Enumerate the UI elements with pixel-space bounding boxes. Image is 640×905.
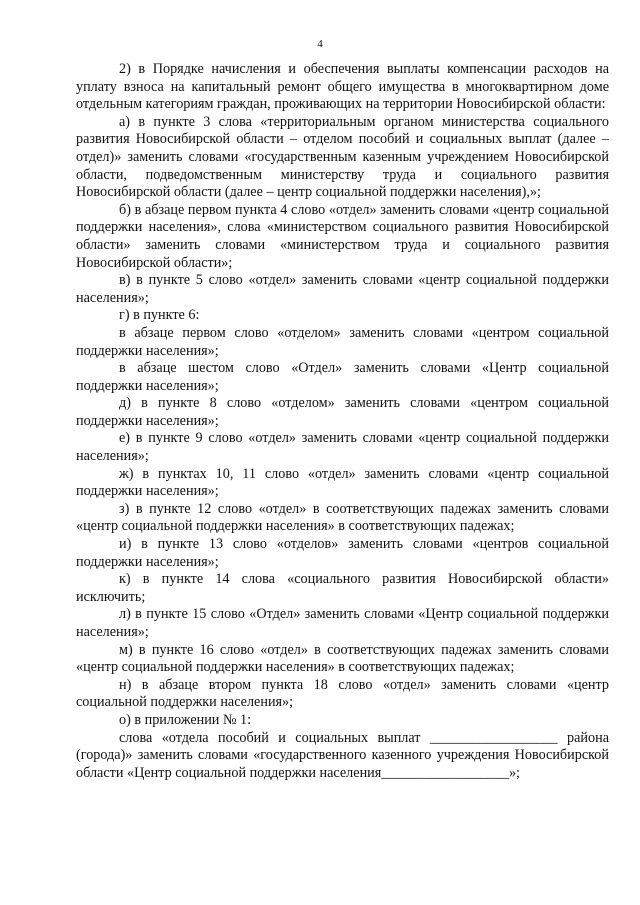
paragraph-item-v: в) в пункте 5 слово «отдел» заменить словами «центр социальной поддержки населения»; bbox=[76, 272, 609, 306]
paragraph-item-m: м) в пункте 16 слово «отдел» в соответствующих падежах заменить словами «центр социальной поддержки населения» в соответствующих падежах; bbox=[76, 641, 609, 676]
paragraph-item-b: б) в абзаце первом пункта 4 слово «отдел» заменить словами «центр социальной поддержки населения», слова «министерством социального развития Новосибирской области» заменить словами «министерством труда и социального развития Новосибирской области»; bbox=[76, 201, 609, 271]
paragraph-item-o: о) в приложении № 1: bbox=[119, 711, 252, 728]
paragraph-item-g: г) в пункте 6: bbox=[119, 307, 200, 324]
paragraph-intro: 2) в Порядке начисления и обеспечения выплаты компенсации расходов на уплату взноса на капитальный ремонт общего имущества в многоквартирном доме отдельным категориям граждан, проживающих на территории Новосибирской области: bbox=[76, 61, 609, 113]
page-number: 4 bbox=[317, 38, 323, 50]
document-body bbox=[76, 61, 609, 782]
paragraph-item-e: е) в пункте 9 слово «отдел» заменить словами «центр социальной поддержки населения»; bbox=[76, 430, 609, 465]
paragraph-item-l: л) в пункте 15 слово «Отдел» заменить словами «Центр социальной поддержки населения»; bbox=[76, 606, 609, 640]
paragraph-item-o-words: слова «отдела пособий и социальных выплат __________________ района (города)» заменить словами «государственного казенного учреждения Новосибирской области «Центр социальной поддержки населения__________________»; bbox=[76, 729, 609, 781]
paragraph-item-g-first: в абзаце первом слово «отделом» заменить словами «центром социальной поддержки населения»; bbox=[76, 324, 609, 359]
paragraph-item-a: а) в пункте 3 слова «территориальным органом министерства социального развития Новосибирской области – отделом пособий и социальных выплат (далее – отдел)» заменить словами «государственным казенным учреждением Новосибирской области, подведомственным министерству труда и социального развития Новосибирской области (далее – центр социальной поддержки населения),»; bbox=[76, 113, 609, 201]
paragraph-item-zh: ж) в пунктах 10, 11 слово «отдел» заменить словами «центр социальной поддержки населения»; bbox=[76, 465, 609, 500]
paragraph-item-i: и) в пункте 13 слово «отделов» заменить словами «центров социальной поддержки населения»; bbox=[76, 536, 609, 570]
paragraph-item-g-sixth: в абзаце шестом слово «Отдел» заменить словами «Центр социальной поддержки населения»; bbox=[76, 360, 609, 394]
paragraph-item-d: д) в пункте 8 слово «отделом» заменить словами «центром социальной поддержки населения»; bbox=[76, 395, 609, 429]
paragraph-item-n: н) в абзаце втором пункта 18 слово «отдел» заменить словами «центр социальной поддержки населения»; bbox=[76, 676, 609, 711]
paragraph-item-k: к) в пункте 14 слова «социального развития Новосибирской области» исключить; bbox=[76, 571, 609, 605]
paragraph-item-z: з) в пункте 12 слово «отдел» в соответствующих падежах заменить словами «центр социальной поддержки населения» в соответствующих падежах; bbox=[76, 500, 609, 535]
